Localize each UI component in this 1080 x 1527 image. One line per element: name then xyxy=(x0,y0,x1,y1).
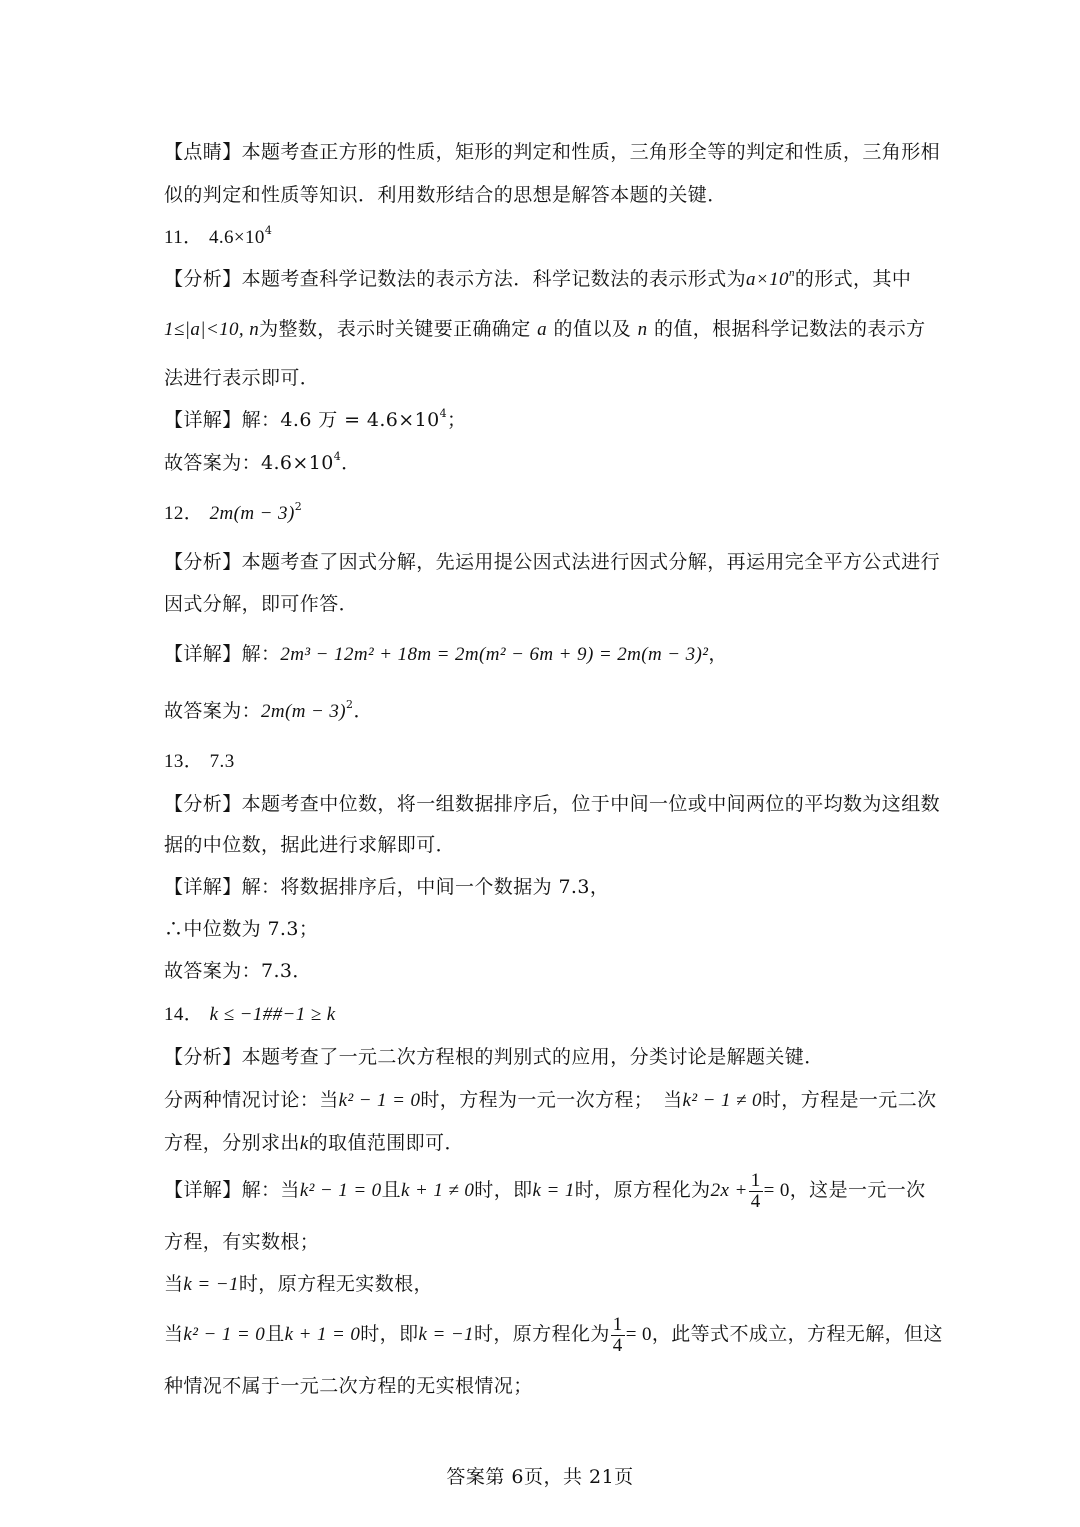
text-span: ． xyxy=(341,452,361,474)
fraction-numerator: 1 xyxy=(612,1313,623,1335)
text-span: 【分析】本题考查了因式分解，先运用提公因式法进行因式分解，再运用完全平方公式进行 xyxy=(164,551,941,573)
text-line xyxy=(164,915,930,943)
math-span: k = −1 xyxy=(418,1324,474,1345)
text-span: ∴中位数为 7.3； xyxy=(164,918,319,940)
text-span: 时，方程是一元二次 xyxy=(761,1089,937,1111)
text-span: 时，方程为一元一次方程； 当 xyxy=(420,1089,683,1111)
text-line xyxy=(164,406,930,434)
text-span: 【详解】解：将数据排序后，中间一个数据为 7.3， xyxy=(164,876,610,898)
question-number: 12． xyxy=(164,503,204,524)
text-line xyxy=(164,138,941,166)
text-span: 因式分解，即可作答． xyxy=(164,593,359,615)
text-span: 【点睛】本题考查正方形的性质，矩形的判定和性质，三角形全等的判定和性质，三角形相 xyxy=(164,141,941,163)
text-line xyxy=(164,1372,930,1400)
math-span: k² − 1 = 0 xyxy=(338,1090,421,1111)
text-line xyxy=(164,449,930,477)
text-line xyxy=(164,265,930,294)
text-span: ，这是一元一次 xyxy=(789,1179,926,1201)
math-span: n xyxy=(637,319,648,340)
text-line xyxy=(164,181,930,209)
text-span: 种情况不属于一元二次方程的无实根情况； xyxy=(164,1375,533,1397)
exponent: 2 xyxy=(346,698,354,711)
question-number: 11． xyxy=(164,227,203,248)
fraction-denominator: 4 xyxy=(750,1190,761,1212)
page-footer: 答案第 6页，共 21页 xyxy=(446,1466,634,1488)
text-span: 当 xyxy=(164,1273,184,1295)
math-span: k = −1 xyxy=(183,1274,239,1295)
math-span: k + 1 ≠ 0 xyxy=(401,1180,475,1201)
text-span: 【详解】解：当 xyxy=(164,1179,300,1201)
math-span: k + 1 = 0 xyxy=(284,1324,361,1345)
text-span: 据的中位数，据此进行求解即可． xyxy=(164,834,456,856)
math-span: k² − 1 = 0 xyxy=(183,1324,266,1345)
answer-math: 4.6×10 xyxy=(208,227,265,248)
math-span: k xyxy=(299,1133,309,1154)
math-span: k² − 1 = 0 xyxy=(299,1180,382,1201)
text-span: 的值，根据科学记数法的表示方 xyxy=(653,318,926,340)
text-line xyxy=(164,1129,930,1158)
exponent: 4 xyxy=(264,224,273,237)
text-span: ； xyxy=(446,409,467,431)
question-number: 13． xyxy=(164,751,204,772)
text-span: ． xyxy=(353,700,373,722)
text-span: 故答案为：4.6×10 xyxy=(164,452,334,474)
math-span: 2m(m − 3) xyxy=(261,701,347,722)
fraction xyxy=(749,1171,763,1212)
text-span: 的形式，其中 xyxy=(794,268,912,290)
text-span: 当 xyxy=(164,1323,184,1345)
fraction xyxy=(611,1315,625,1356)
text-line xyxy=(164,697,930,726)
text-span: 且 xyxy=(381,1179,401,1201)
math-span: 2m³ − 12m² + 18m = 2m(m² − 6m + 9) = 2m(m − 3)² xyxy=(280,644,709,665)
text-line xyxy=(164,364,930,392)
text-span: 时，即 xyxy=(360,1323,419,1345)
text-line xyxy=(164,831,930,859)
text-span: 故答案为：7.3． xyxy=(164,960,312,982)
text-span: 时，原方程化为 xyxy=(574,1179,711,1201)
math-span: 1≤|a|<10, n xyxy=(164,319,260,340)
text-span: 法进行表示即可． xyxy=(164,367,320,389)
math-span: a xyxy=(537,319,548,340)
text-line xyxy=(164,1313,943,1356)
text-span: 方程，有实数根； xyxy=(164,1231,320,1253)
text-line xyxy=(164,790,941,818)
math-span: a×10 xyxy=(746,269,789,290)
text-span: 【分析】本题考查中位数，将一组数据排序后，位于中间一位或中间两位的平均数为这组数 xyxy=(164,793,941,815)
answer-math: 2m(m − 3) xyxy=(209,503,295,524)
math-span: k = 1 xyxy=(532,1180,575,1201)
text-line xyxy=(164,315,930,344)
text-line xyxy=(164,1170,930,1212)
answer-math: 7.3 xyxy=(209,751,235,772)
text-line xyxy=(164,1228,930,1256)
text-span: 时，原方程化为 xyxy=(473,1323,610,1345)
question-12-answer xyxy=(164,499,930,528)
text-line xyxy=(164,957,930,985)
text-span: 的值以及 xyxy=(553,318,632,340)
text-span: 时，原方程无实数根， xyxy=(238,1273,433,1295)
math-span: k² − 1 ≠ 0 xyxy=(682,1090,762,1111)
text-span: 为整数，表示时关键要正确确定 xyxy=(259,318,531,340)
text-span: 【详解】解：4.6 万 = 4.6×10 xyxy=(164,409,440,431)
text-line xyxy=(164,548,941,576)
text-span: 【分析】本题考查了一元二次方程根的判别式的应用，分类讨论是解题关键． xyxy=(164,1046,824,1068)
math-span: = 0 xyxy=(763,1180,790,1201)
text-span: 的取值范围即可． xyxy=(308,1132,464,1154)
text-line xyxy=(164,1043,930,1071)
math-span: 2x + xyxy=(710,1180,748,1201)
question-13-answer xyxy=(164,747,930,776)
fraction-denominator: 4 xyxy=(612,1334,623,1356)
math-span: = 0 xyxy=(625,1324,652,1345)
answer-math: k ≤ −1##−1 ≥ k xyxy=(209,1004,336,1025)
question-11-answer xyxy=(164,223,930,252)
text-line xyxy=(164,1270,930,1299)
text-span: 故答案为： xyxy=(164,700,262,722)
text-span: 且 xyxy=(265,1323,285,1345)
fraction-numerator: 1 xyxy=(750,1169,761,1191)
text-line xyxy=(164,640,930,669)
text-span: 时，即 xyxy=(474,1179,533,1201)
text-span: 【分析】本题考查科学记数法的表示方法．科学记数法的表示形式为 xyxy=(164,268,747,290)
text-line xyxy=(164,590,930,618)
text-span: ， xyxy=(708,643,728,665)
question-14-answer xyxy=(164,1000,930,1029)
text-line xyxy=(164,1086,937,1115)
exponent: 4 xyxy=(333,450,342,463)
text-line xyxy=(164,873,930,901)
exponent: 4 xyxy=(439,407,447,420)
text-span: 分两种情况讨论：当 xyxy=(164,1089,339,1111)
text-span: 似的判定和性质等知识．利用数形结合的思想是解答本题的关键． xyxy=(164,184,727,206)
exponent: n xyxy=(788,267,795,279)
text-span: 方程，分别求出 xyxy=(164,1132,300,1154)
text-span: ，此等式不成立，方程无解，但这 xyxy=(651,1323,943,1345)
question-number: 14． xyxy=(164,1004,204,1025)
exponent: 2 xyxy=(294,500,303,513)
text-span: 【详解】解： xyxy=(164,643,281,665)
